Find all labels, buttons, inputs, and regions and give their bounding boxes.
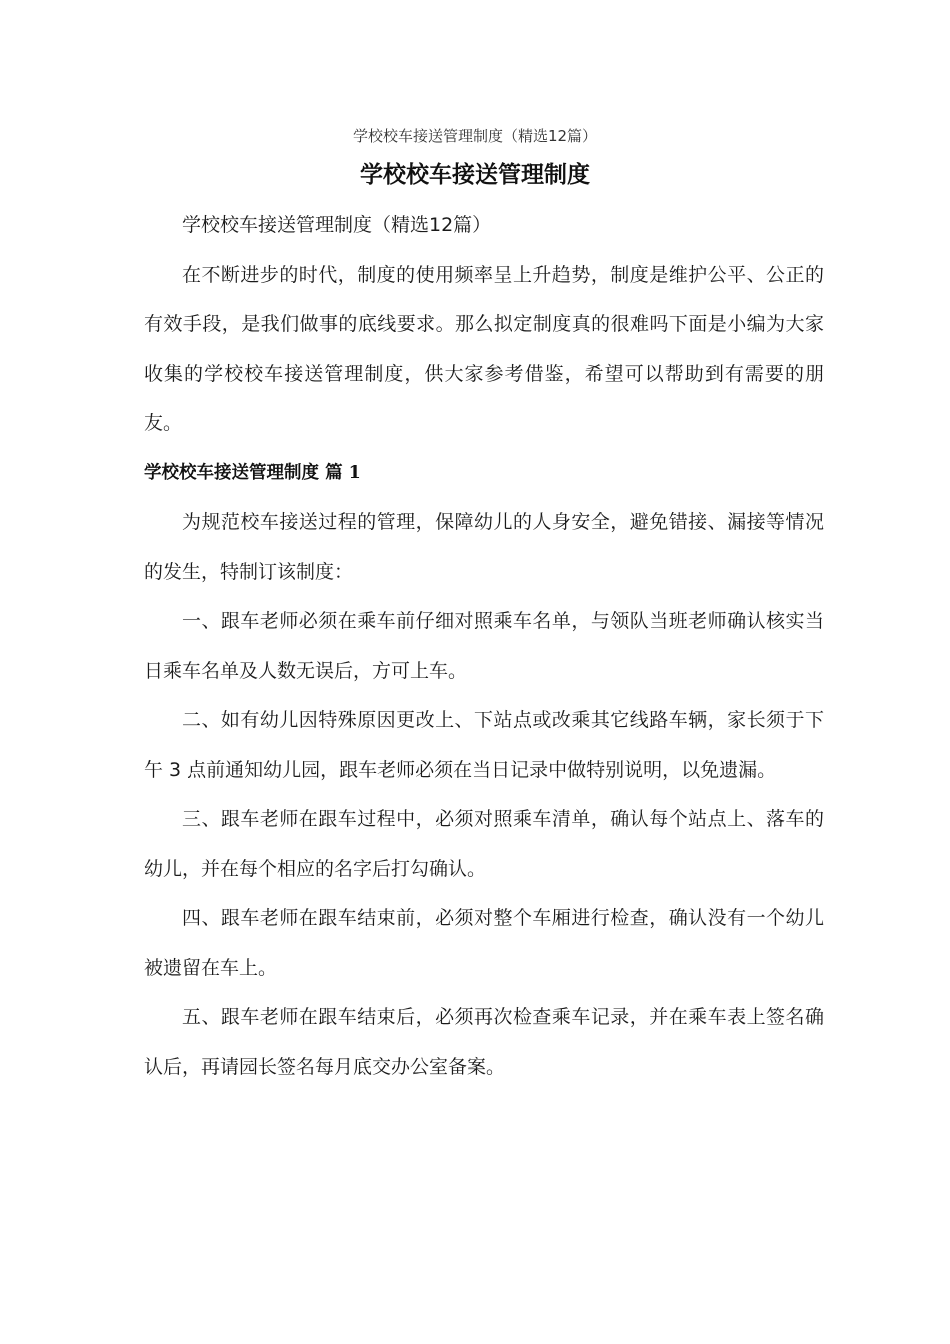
section-paragraph: 一、跟车老师必须在乘车前仔细对照乘车名单，与领队当班老师确认核实当日乘车名单及人数无误后，方可上车。 (144, 610, 824, 682)
section-paragraph: 为规范校车接送过程的管理，保障幼儿的人身安全，避免错接、漏接等情况的发生，特制订该制度： (144, 511, 824, 583)
intro-paragraph: 在不断进步的时代，制度的使用频率呈上升趋势，制度是维护公平、公正的有效手段，是我们做事的底线要求。那么拟定制度真的很难吗下面是小编为大家收集的学校校车接送管理制度，供大家参考借鉴，希望可以帮助到有需要的朋友。 (144, 263, 824, 434)
section-paragraph: 二、如有幼儿因特殊原因更改上、下站点或改乘其它线路车辆，家长须于下午 3 点前通知幼儿园，跟车老师必须在当日记录中做特别说明，以免遗漏。 (144, 709, 824, 781)
section-paragraph: 五、跟车老师在跟车结束后，必须再次检查乘车记录，并在乘车表上签名确认后，再请园长签名每月底交办公室备案。 (144, 1006, 824, 1078)
document-body (144, 201, 824, 1092)
intro-subtitle: 学校校车接送管理制度（精选12篇） (182, 214, 492, 236)
document-title: 学校校车接送管理制度 (360, 162, 590, 188)
section-heading: 学校校车接送管理制度 篇 1 (144, 462, 361, 483)
section-paragraph: 四、跟车老师在跟车结束前，必须对整个车厢进行检查，确认没有一个幼儿被遗留在车上。 (144, 907, 824, 979)
section-paragraph: 三、跟车老师在跟车过程中，必须对照乘车清单，确认每个站点上、落车的幼儿，并在每个相应的名字后打勾确认。 (144, 808, 824, 880)
page-header: 学校校车接送管理制度（精选12篇） (352, 127, 598, 145)
